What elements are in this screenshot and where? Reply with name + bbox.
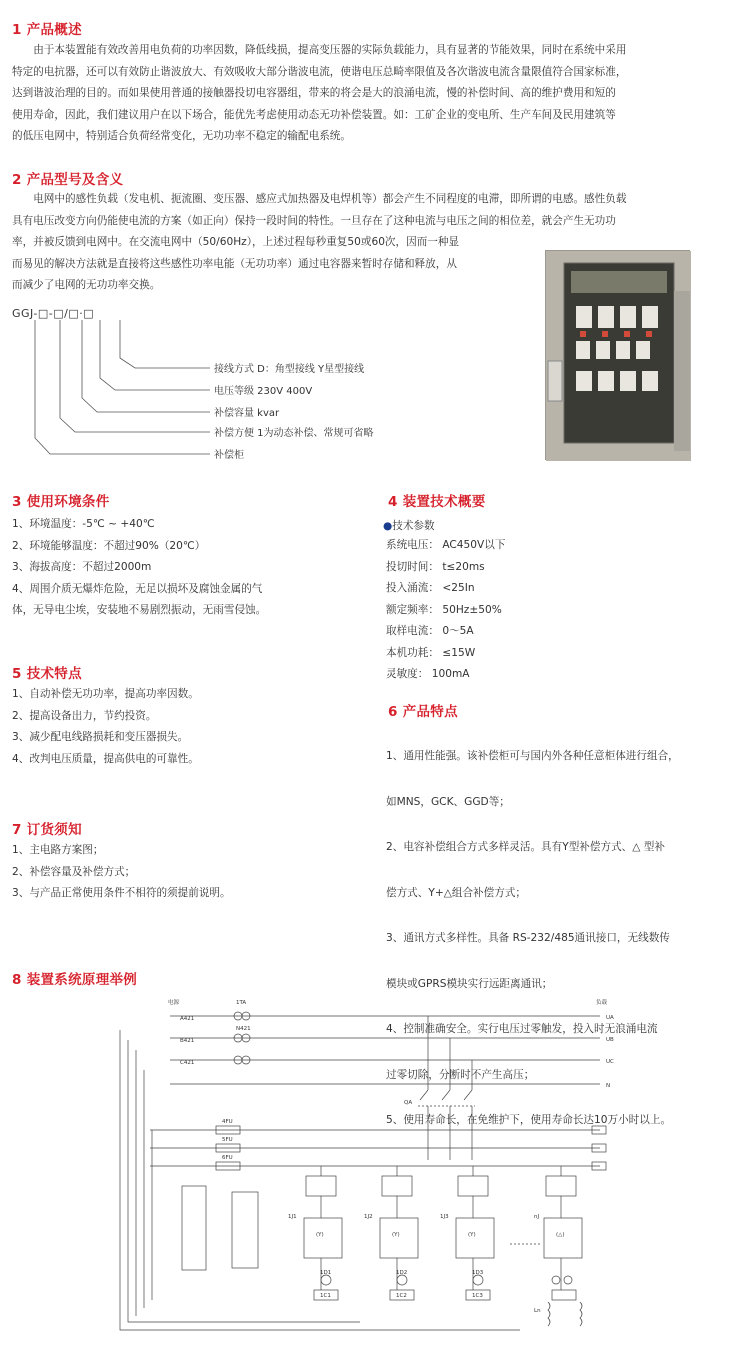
list-item: 2、提高设备出力，节约投资。 <box>12 709 157 722</box>
diagram-label-source: 电源 <box>168 1000 180 1006</box>
model-line: 电网中的感性负载（发电机、扼流圈、变压器、感应式加热器及电焊机等）都会产生不同程度的电滞，即所谓的电感。感性负载 <box>33 193 627 205</box>
specs-list <box>386 535 505 686</box>
list-item: 2、环境能够温度：不超过90%（20℃） <box>12 539 206 552</box>
diagram-label-y: (Y) <box>316 1232 324 1238</box>
section-title-overview: 1 产品概述 <box>12 22 82 38</box>
legend-connector <box>100 320 210 390</box>
section-title-environment: 3 使用环境条件 <box>12 494 110 510</box>
overview-line: 由于本装置能有效改善用电负荷的功率因数，降低线损，提高变压器的实际负载能力，具有显著的节能效果，同时在系统中采用 <box>33 44 627 56</box>
list-item: 体，无导电尘埃，安装地不易剧烈振动，无雨雪侵蚀。 <box>12 604 267 616</box>
diagram-label-y: (Y) <box>468 1232 476 1238</box>
section-title-model: 2 产品型号及含义 <box>12 172 124 188</box>
section-title-diagram: 8 装置系统原理举例 <box>12 972 138 988</box>
branch-module <box>544 1176 582 1300</box>
list-item: 2、电容补偿组合方式多样灵活。具有Y型补偿方式、△ 型补 <box>386 841 665 853</box>
list-item: 5、使用寿命长，在免维护下，使用寿命长达10万小时以上。 <box>386 1114 672 1126</box>
list-item: 3、海拔高度：不超过2000m <box>12 561 152 573</box>
overview-line: 达到谐波治理的目的。而如果使用普通的接触器投切电容器组，带来的将会是大的浪涌电流，慢的补偿时间、高的维护费用和短的 <box>12 87 616 99</box>
section-title-product-features: 6 产品特点 <box>388 704 458 720</box>
diagram-label-a421: A421 <box>180 1016 195 1022</box>
diagram-label-n421: N421 <box>236 1026 251 1032</box>
legend-connector <box>60 320 210 432</box>
model-line: 而减少了电网的无功功率交换。 <box>12 279 161 291</box>
model-line: 率，并被反馈到电网中。在交流电网中（50/60Hz），上述过程每秒重复50或60次，因而一种显 <box>12 236 460 248</box>
diagram-label-ub: UB <box>606 1037 614 1043</box>
diagram-label-y: (Y) <box>392 1232 400 1238</box>
spec-item: 本机功耗： ≤15W <box>386 646 476 659</box>
list-item: 1、环境温度：-5℃ ~ +40℃ <box>12 518 155 530</box>
diagram-label-b421: B421 <box>180 1038 195 1044</box>
diagram-label-j2: 1J2 <box>364 1214 373 1220</box>
overview-line: 的低压电网中，特别适合负荷经常变化，无功功率不稳定的输配电系统。 <box>12 130 351 142</box>
list-item: 4、周围介质无爆炸危险，无足以损坏及腐蚀金属的气 <box>12 582 263 595</box>
list-item: 3、减少配电线路损耗和变压器损失。 <box>12 731 189 743</box>
list-item: 3、通讯方式多样性。具备 RS-232/485通讯接口，无线数传 <box>386 932 670 944</box>
system-wiring-diagram <box>0 990 730 1350</box>
list-item: 2、补偿容量及补偿方式； <box>12 865 136 878</box>
section-title-ordering: 7 订货须知 <box>12 822 82 838</box>
spec-item: 投切时间： t≤20ms <box>386 560 485 573</box>
diagram-label-c2: 1C2 <box>396 1293 407 1299</box>
diagram-label-qa: QA <box>404 1100 413 1106</box>
list-item: 偿方式、Y+△组合补偿方式； <box>386 886 527 899</box>
list-item: 3、与产品正常使用条件不相符的须提前说明。 <box>12 887 231 899</box>
diagram-label-ta: 1TA <box>236 1000 247 1006</box>
diagram-label-delta: (△) <box>556 1232 565 1238</box>
diagram-label-d1: 1D1 <box>320 1270 332 1276</box>
diagram-label-fu5: 5FU <box>222 1137 233 1143</box>
diagram-label-jn: nJ <box>534 1214 540 1220</box>
diagram-label-ua: UA <box>606 1015 614 1021</box>
list-item: 1、自动补偿无功功率，提高功率因数。 <box>12 688 199 700</box>
diagram-label-n: N <box>606 1083 611 1089</box>
section-title-tech-features: 5 技术特点 <box>12 666 82 682</box>
branch-module <box>456 1176 494 1300</box>
model-line: 具有电压改变方向仍能使电流的方案（如正向）保持一段时间的特性。一旦存在了这种电流与电压之间的相位差，就会产生无功功 <box>12 214 616 227</box>
overview-line: 使用寿命，因此，我们建议用户在以下场合，能优先考虑使用动态无功补偿装置。如：工矿企业的变电所、生产车间及民用建筑等 <box>12 108 616 121</box>
branch-module <box>304 1176 342 1300</box>
spec-item: 投入涌流： <25In <box>386 582 475 594</box>
diagram-label-uc: UC <box>606 1059 614 1065</box>
legend-item-voltage: 电压等级 230V 400V <box>214 386 313 397</box>
model-legend-lines <box>0 318 240 468</box>
legend-connector <box>120 320 210 368</box>
overview-paragraph <box>12 40 722 148</box>
legend-item-capacity: 补偿容量 kvar <box>214 408 280 419</box>
diagram-label-c421: C421 <box>180 1060 195 1066</box>
diagram-label-j1: 1J1 <box>288 1214 297 1220</box>
diagram-label-ln: Ln <box>534 1308 541 1314</box>
tech-features-list <box>12 684 199 770</box>
environment-list <box>12 514 266 622</box>
spec-item: 系统电压： AC450V以下 <box>386 539 506 551</box>
list-item: 过零切除，分断时不产生高压； <box>386 1068 535 1081</box>
spec-item: 额定频率： 50Hz±50% <box>386 603 502 616</box>
list-item: 如MNS，GCK、GGD等； <box>386 795 510 808</box>
model-line: 而易见的解决方法就是直接将这些感性功率电能（无功功率）通过电容器来暂时存储和释放，从 <box>12 257 457 270</box>
legend-item-mode: 补偿方便 1为动态补偿、常规可省略 <box>214 428 374 439</box>
list-item: 模块或GPRS模块实行远距离通讯； <box>386 977 553 990</box>
legend-item-wiring: 接线方式 D：角型接线 Y星型接线 <box>214 364 365 375</box>
cabinet-illustration <box>546 251 691 461</box>
legend-item-cabinet: 补偿柜 <box>214 450 244 461</box>
diagram-label-d3: 1D3 <box>472 1270 484 1276</box>
specs-subtitle-text: 技术参数 <box>392 520 435 532</box>
overview-line: 特定的电抗器，还可以有效防止谐波放大、有效吸收大部分谐波电流，使谐电压总畸率限值及各次谐波电流含量限值符合国家标准， <box>12 65 627 78</box>
list-item: 1、通用性能强。该补偿柜可与国内外各种任意柜体进行组合， <box>386 750 679 762</box>
model-code: GGJ-□-□/□·□ <box>12 307 95 320</box>
ordering-list <box>12 840 231 905</box>
list-item: 4、控制准确安全。实行电压过零触发，投入时无浪涌电流 <box>386 1023 658 1035</box>
diagram-label-c1: 1C1 <box>320 1293 331 1299</box>
section-title-specs: 4 装置技术概要 <box>388 494 486 510</box>
diagram-label-c3: 1C3 <box>472 1293 483 1299</box>
legend-connector <box>82 320 210 412</box>
spec-item: 取样电流： 0～5A <box>386 625 474 637</box>
spec-item: 灵敏度： 100mA <box>386 668 470 680</box>
diagram-label-d2: 1D2 <box>396 1270 408 1276</box>
list-item: 1、主电路方案图； <box>12 844 104 856</box>
bullet-icon: ● <box>383 520 393 532</box>
cabinet-photo <box>545 250 690 460</box>
specs-subtitle <box>383 518 435 533</box>
diagram-label-fu6: 6FU <box>222 1155 233 1161</box>
branch-module <box>380 1176 418 1300</box>
legend-connector <box>35 320 210 454</box>
diagram-label-j3: 1J3 <box>440 1214 449 1220</box>
list-item: 4、改判电压质量，提高供电的可靠性。 <box>12 752 199 765</box>
diagram-label-load: 负载 <box>596 1000 608 1006</box>
diagram-label-fu4: 4FU <box>222 1119 233 1125</box>
